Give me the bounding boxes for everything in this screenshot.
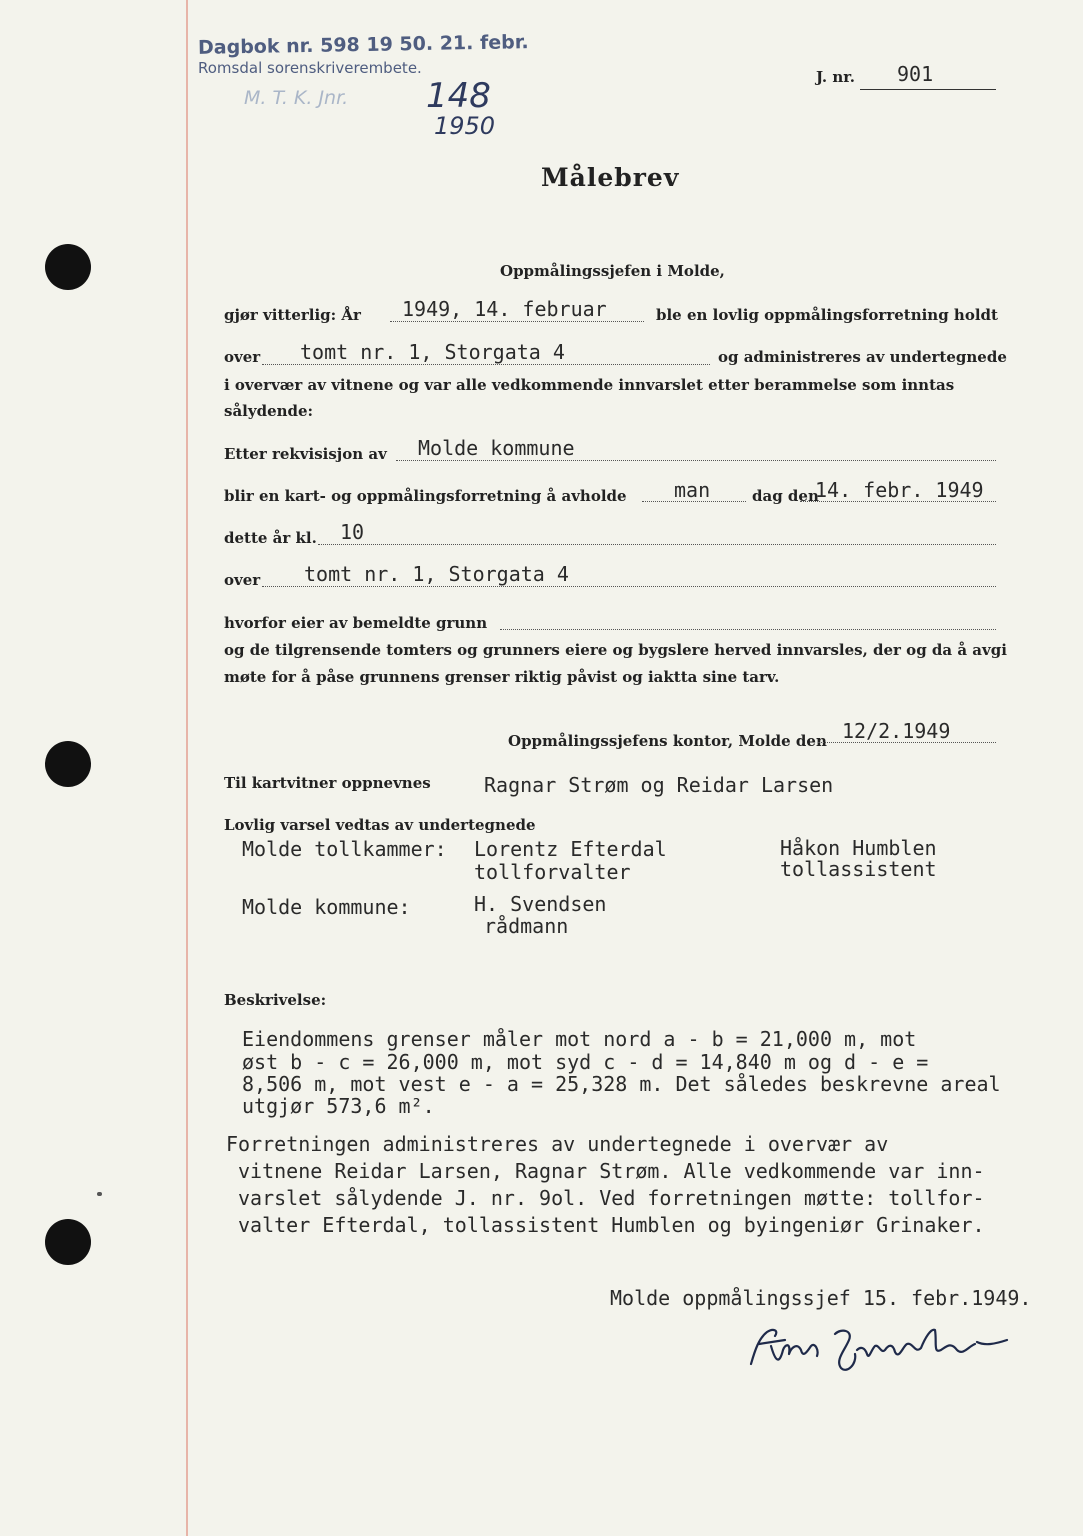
page-title: Målebrev bbox=[541, 163, 680, 192]
line1-underline bbox=[390, 321, 644, 322]
date-underline bbox=[800, 501, 996, 502]
j-nr-label: J. nr. bbox=[816, 68, 856, 86]
line2-label: over bbox=[224, 348, 261, 366]
mtk-number: 148 bbox=[426, 76, 491, 116]
requisition-underline bbox=[396, 460, 996, 461]
description-label: Beskrivelse: bbox=[224, 991, 327, 1009]
authority-line: Oppmålingssjefen i Molde, bbox=[500, 262, 725, 280]
j-nr-underline bbox=[860, 89, 996, 90]
intro-line4: sålydende: bbox=[224, 402, 314, 420]
owner-underline bbox=[500, 629, 996, 630]
notice-person2-title: tollassistent bbox=[780, 857, 937, 881]
punch-hole-bottom bbox=[45, 1219, 91, 1265]
schedule-label: blir en kart- og oppmålingsforretning å avholde bbox=[224, 487, 627, 505]
over-label: over bbox=[224, 571, 261, 589]
description-line-1: Eiendommens grenser måler mot nord a - b = 21,000 m, mot bbox=[242, 1027, 917, 1051]
line2-underline bbox=[262, 364, 710, 365]
weekday-underline bbox=[642, 501, 746, 502]
notice-person3-title: rådmann bbox=[484, 914, 569, 938]
owner-text2: møte for å påse grunnens grenser riktig påvist og iaktta sine tarv. bbox=[224, 668, 780, 686]
mtk-year: 1950 bbox=[434, 112, 496, 140]
notice-person1-name: Lorentz Efterdal bbox=[474, 837, 667, 861]
notice-person3-name: H. Svendsen bbox=[474, 892, 607, 916]
punch-hole-middle bbox=[45, 741, 91, 787]
requisition-label: Etter rekvisisjon av bbox=[224, 445, 387, 463]
witnesses-value: Ragnar Strøm og Reidar Larsen bbox=[484, 773, 834, 797]
stamp-dagbok: Dagbok nr. 598 19 50. 21. febr. bbox=[197, 31, 529, 59]
signature-image bbox=[745, 1320, 1025, 1380]
time-underline bbox=[318, 544, 996, 545]
line1-tail: ble en lovlig oppmålingsforretning holdt bbox=[656, 306, 998, 324]
time-label: dette år kl. bbox=[224, 529, 317, 547]
description-para2-line-2: vitnene Reidar Larsen, Ragnar Strøm. Alle vedkommende var inn- bbox=[238, 1159, 985, 1183]
description-para2-line-4: valter Efterdal, tollassistent Humblen og byingeniør Grinaker. bbox=[238, 1213, 985, 1237]
office-date-label: Oppmålingssjefens kontor, Molde den bbox=[508, 732, 827, 750]
line2-tail: og administreres av undertegnede bbox=[718, 348, 1007, 366]
ink-speck bbox=[97, 1192, 102, 1196]
description-para2-line-3: varslet sålydende J. nr. 9ol. Ved forretningen møtte: tollfor- bbox=[238, 1186, 985, 1210]
time-value: 10 bbox=[340, 520, 365, 544]
over-value: tomt nr. 1, Storgata 4 bbox=[304, 562, 569, 586]
owner-text1: og de tilgrensende tomters og grunners eiere og bygslere herved innvarsles, der og da å avgi bbox=[224, 641, 1007, 659]
notice-org1: Molde tollkammer: bbox=[242, 837, 447, 861]
office-date-value: 12/2.1949 bbox=[842, 719, 951, 743]
margin-line bbox=[186, 0, 188, 1536]
description-line-3: 8,506 m, mot vest e - a = 25,328 m. Det således beskrevne areal bbox=[242, 1072, 1001, 1096]
notice-person2-name: Håkon Humblen bbox=[780, 836, 937, 860]
notice-org2: Molde kommune: bbox=[242, 895, 411, 919]
over-underline bbox=[262, 586, 996, 587]
j-nr-value: 901 bbox=[897, 62, 934, 86]
schedule-dag-den: dag den bbox=[752, 487, 819, 505]
owner-label: hvorfor eier av bemeldte grunn bbox=[224, 614, 488, 632]
office-date-underline bbox=[818, 742, 996, 743]
line1-value: 1949, 14. februar bbox=[402, 297, 607, 321]
schedule-date: 14. febr. 1949 bbox=[815, 478, 984, 502]
punch-hole-top bbox=[45, 244, 91, 290]
line2-value: tomt nr. 1, Storgata 4 bbox=[300, 340, 565, 364]
stamp-mtk: M. T. K. Jnr. bbox=[244, 87, 349, 109]
closing-line: Molde oppmålingssjef 15. febr.1949. bbox=[610, 1286, 1032, 1310]
witnesses-label: Til kartvitner oppnevnes bbox=[224, 774, 431, 792]
requisition-value: Molde kommune bbox=[418, 436, 575, 460]
description-line-2: øst b - c = 26,000 m, mot syd c - d = 14,840 m og d - e = bbox=[242, 1050, 929, 1074]
line1-label: gjør vitterlig: År bbox=[224, 306, 361, 324]
description-para2-line-1: Forretningen administreres av undertegnede i overvær av bbox=[226, 1132, 889, 1156]
schedule-weekday: man bbox=[674, 478, 711, 502]
notice-person1-title: tollforvalter bbox=[474, 860, 631, 884]
description-line-4: utgjør 573,6 m². bbox=[242, 1094, 435, 1118]
stamp-office: Romsdal sorenskriverembete. bbox=[198, 59, 422, 77]
intro-line3: i overvær av vitnene og var alle vedkommende innvarslet etter berammelse som inntas bbox=[224, 376, 955, 394]
notice-label: Lovlig varsel vedtas av undertegnede bbox=[224, 816, 536, 834]
